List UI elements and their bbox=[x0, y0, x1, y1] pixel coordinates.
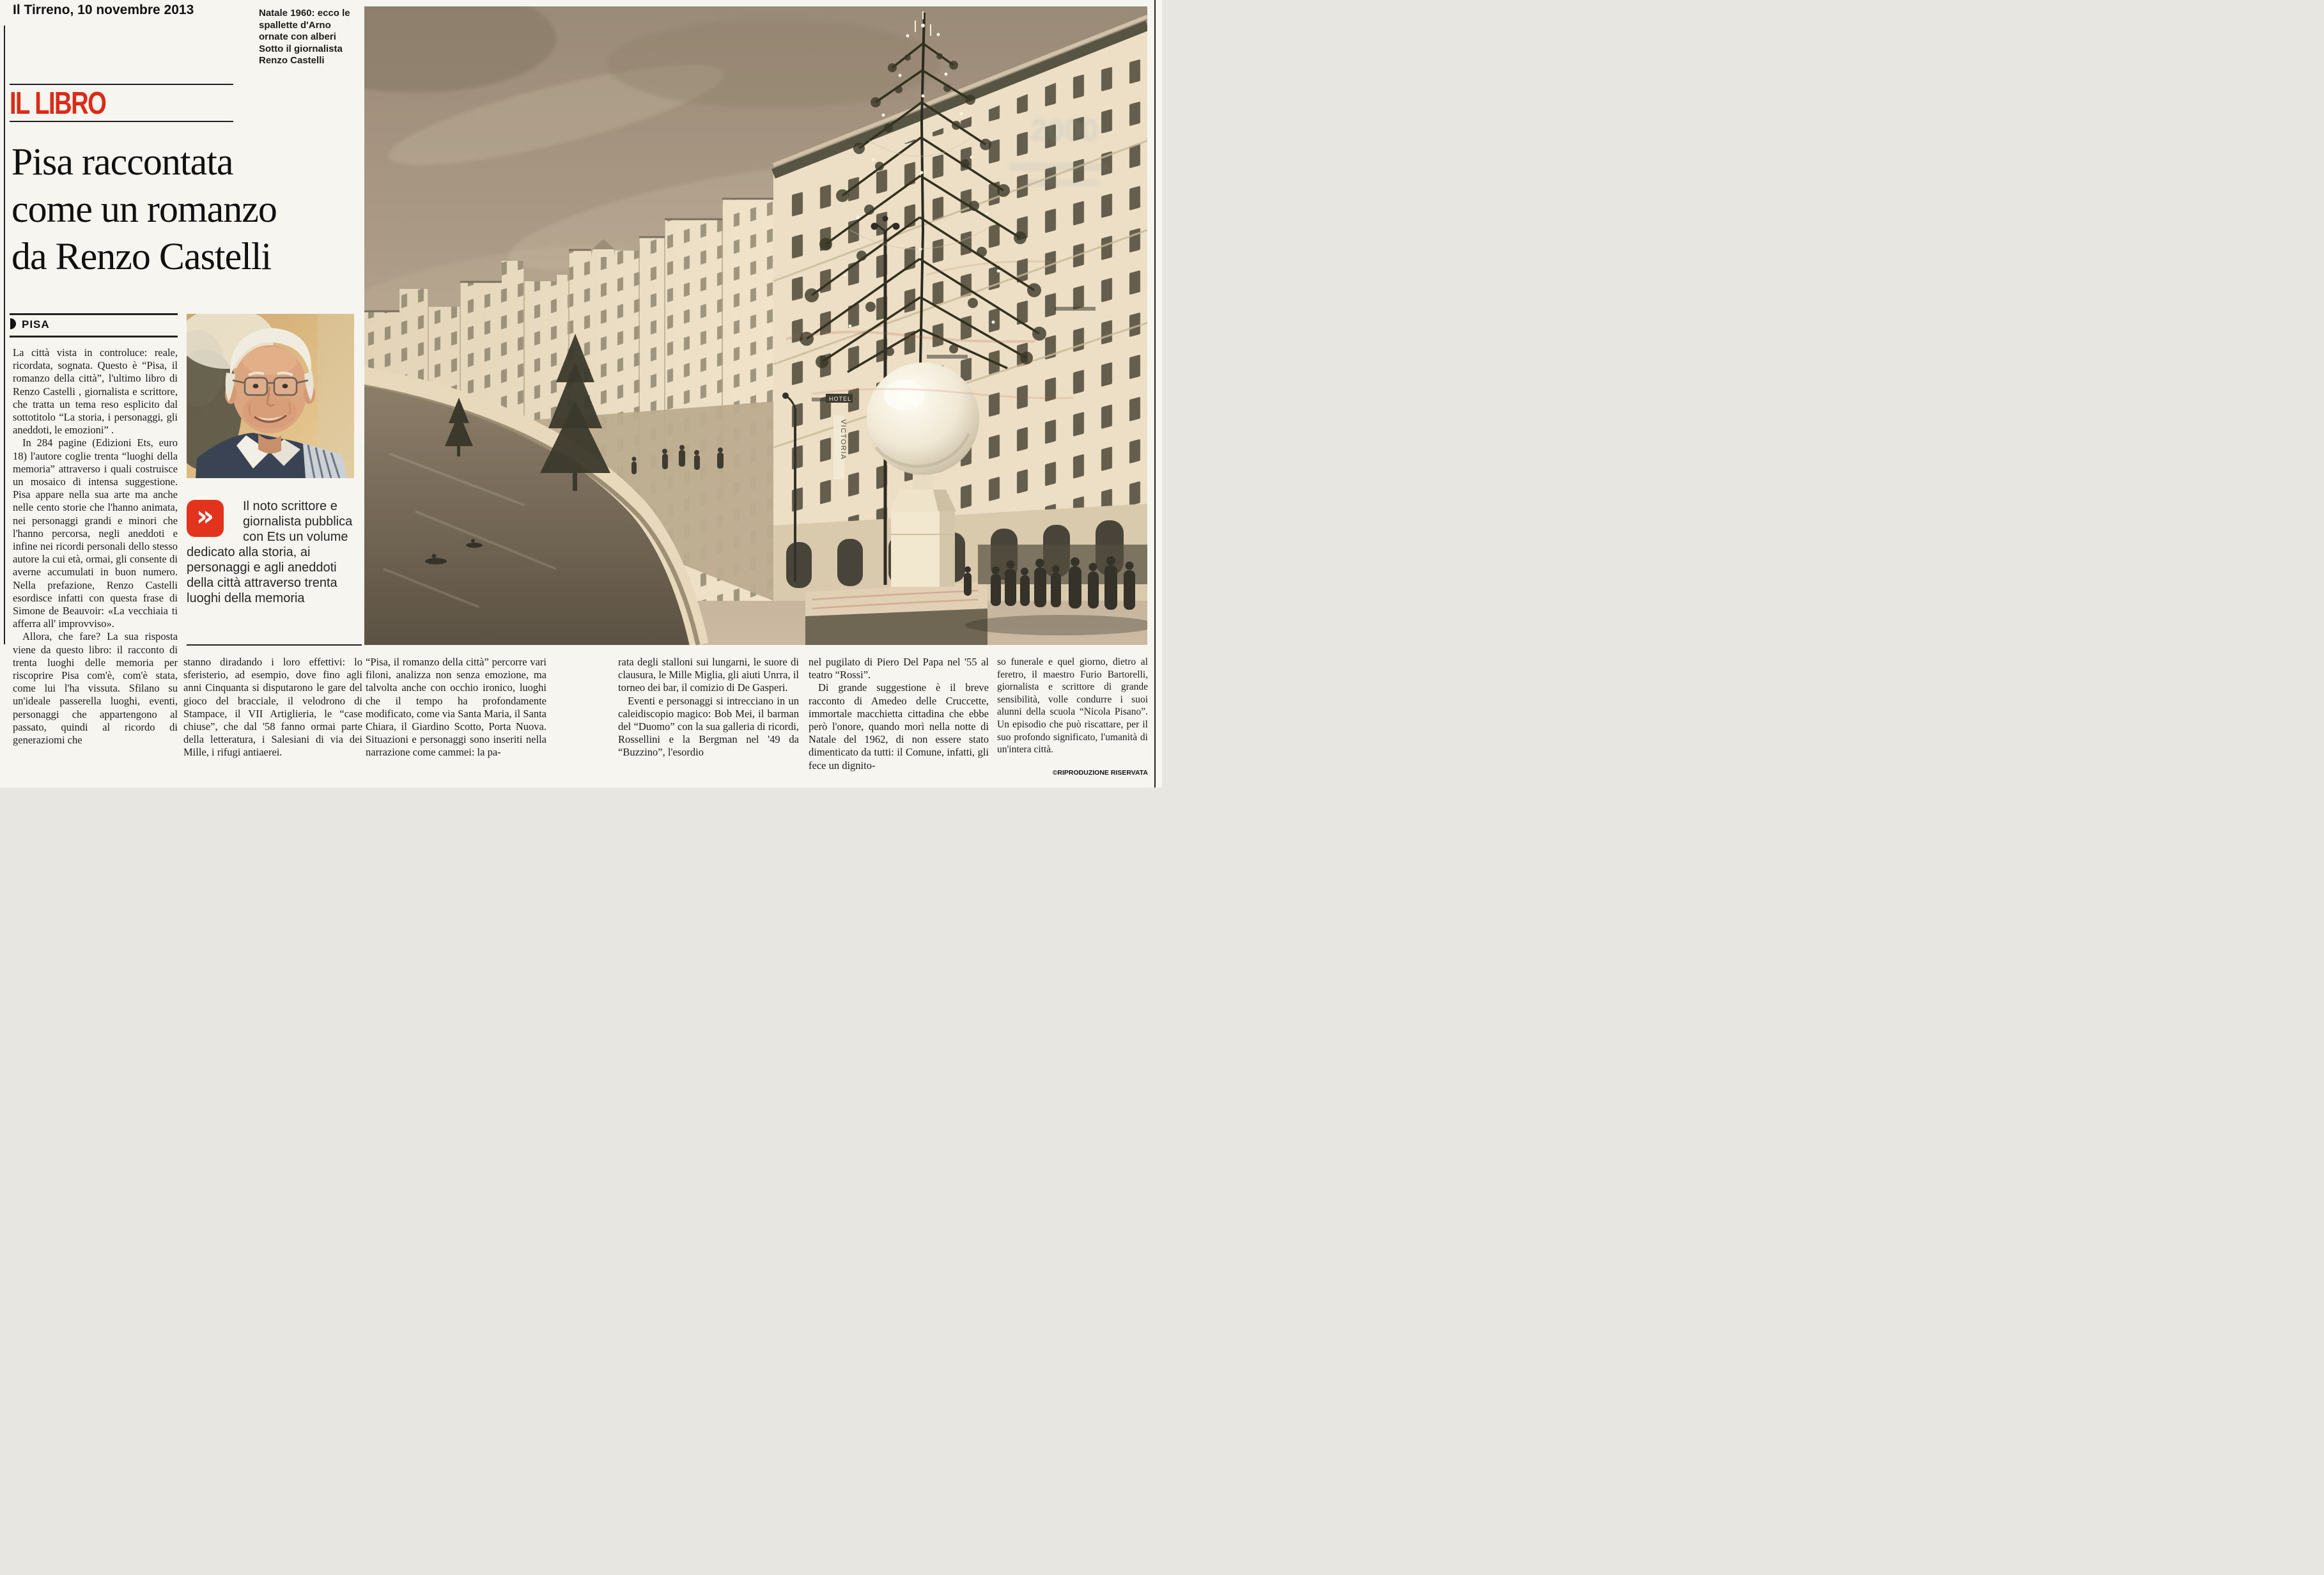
parapet-corner bbox=[805, 582, 988, 645]
article-column-1 bbox=[13, 346, 178, 788]
ghost-text: 2000 bbox=[1030, 114, 1099, 148]
right-edge-rule bbox=[1154, 0, 1156, 788]
article-column-4 bbox=[618, 656, 799, 788]
paragraph: so funerale e quel giorno, dietro al feretro, il maestro Furio Bartorelli, giornalista e scrittore di grande sensibilità, volle condurre i suoi alunni della scuola “Nicola Pisano”. Un episodio che può riscattare, per il suo profondo significato, l'umanità di un'intera città. bbox=[997, 656, 1148, 756]
hotel-sign-vertical-text: VICTORIA bbox=[839, 419, 847, 460]
kicker-label: PISA bbox=[22, 318, 50, 330]
left-edge-rule bbox=[4, 26, 5, 644]
kicker-rule-top bbox=[10, 313, 178, 315]
paragraph: stanno diradando i loro effettivi: lo sferisterio, ad esempio, dove fino agli anni Cinquanta si disputarono le gare del gioco del bracciale, il velodrono di Stampace, il VII Artiglieria, le “case chiuse”, che dal '58 fanno ormai parte della letteratura, i Salesiani di via dei Mille, i rifugi antiaerei. bbox=[183, 656, 362, 759]
newspaper-page bbox=[0, 0, 1162, 788]
side-caption-block bbox=[187, 499, 363, 606]
headline-line-2: come un romanzo bbox=[12, 188, 277, 230]
kicker-bullet-icon bbox=[10, 318, 16, 329]
side-caption-text: Il noto scrittore e giornalista pubblica con Ets un volume dedicato alla storia, ai personaggi e agli aneddoti della città attraverso trenta luoghi della memoria bbox=[187, 499, 353, 605]
paragraph: Eventi e personaggi si intrecciano in un caleidiscopio magico: Bob Mei, il barman del “Duomo” con la sua galleria di ricordi, Rossellini e la Bergman nel '49 da “Buzzino”, l'esordio bbox=[618, 694, 799, 759]
portrait-photo bbox=[187, 314, 354, 478]
portrait-illustration bbox=[187, 314, 354, 478]
article-column-3 bbox=[366, 656, 546, 788]
face-shading bbox=[243, 393, 297, 429]
section-rule-bottom bbox=[10, 121, 233, 122]
paragraph: rata degli stalloni sui lungarni, le suore di clausura, le Mille Miglia, gli aiuti Unrra, il torneo dei bar, il comizio di De Gasperi. bbox=[618, 656, 799, 694]
chevrons-glyph: » bbox=[196, 500, 215, 532]
hotel-sign-small-text: HOTEL bbox=[829, 396, 852, 402]
paragraph: “Pisa, il romanzo della città” percorre vari filoni, analizza non senza emozione, ma talvolta anche con occhio ironico, luoghi che il tempo ha profondamente modificato, come via Santa Maria, il Santa Chiara, il Giardino Scotto, Porta Nuova. Situazioni e personaggi sono inseriti nella narrazione come cammei: la pa- bbox=[366, 656, 546, 759]
eye bbox=[283, 384, 288, 389]
paragraph: In 284 pagine (Edizioni Ets, euro 18) l'autore coglie trenta “luoghi della memoria” attraverso i quali costruisce un mosaico di intensa suggestione. Pisa appare nella sua arte ma anche nelle cento storie che l'hanno animata, nei personaggi grandi e minori che l'hanno percorsa, negli aneddoti e infine nei ricordi personali dello stesso autore la cui età, ormai, gli consente di averne accumulati in buon numero. Nella prefazione, Renzo Castelli esordisce infatti con questa frase di Simone de Beauvoir: «La vecchiaia ti afferra all' improvviso». bbox=[13, 437, 178, 630]
headline-line-3: da Renzo Castelli bbox=[12, 235, 272, 277]
paragraph: nel pugilato di Piero Del Papa nel '55 al teatro “Rossi”. bbox=[809, 656, 989, 681]
eye bbox=[253, 384, 259, 389]
paragraph: La città vista in controluce: reale, ricordata, sognata. Questo è “Pisa, il romanzo della città”, l'ultimo libro di Renzo Castelli , giornalista e scrittore, che tratta un tema reso esplicito dal sottotitolo “La storia, i personaggi, gli aneddoti, le emozioni” . bbox=[13, 346, 178, 437]
lungarno-photo-illustration bbox=[364, 6, 1147, 645]
page-title bbox=[12, 138, 277, 280]
article-column-6 bbox=[997, 656, 1148, 768]
masthead: Il Tirreno, 10 novembre 2013 bbox=[13, 3, 194, 17]
paragraph: Di grande suggestione è il breve racconto di Amedeo delle Cruccette, immortale macchietta cittadina che ebbe però l'onore, quando morì nella notte di Natale del 1962, di non essere stato dimenticato da tutti: il Comune, infatti, gli fece un dignito- bbox=[809, 681, 989, 772]
article-column-5 bbox=[809, 656, 989, 788]
section-label: IL LIBRO bbox=[10, 86, 106, 121]
headline-line-1: Pisa raccontata bbox=[12, 141, 233, 183]
copyright-notice: ©RIPRODUZIONE RISERVATA bbox=[1052, 769, 1148, 777]
section-rule-top bbox=[10, 84, 233, 85]
main-photo bbox=[364, 6, 1147, 645]
forehead-highlight bbox=[243, 347, 297, 375]
kicker-rule-bottom bbox=[10, 336, 178, 338]
caption-rule bbox=[187, 644, 362, 646]
kicker bbox=[10, 318, 50, 331]
article-column-2 bbox=[183, 656, 362, 788]
photo-caption: Natale 1960: ecco le spallette d'Arno ornate con alberi Sotto il giornalista Renzo Castelli bbox=[259, 8, 350, 66]
paragraph: Allora, che fare? La sua risposta viene da questo libro: il racconto di trenta luoghi delle memoria per riscoprire Pisa com'è, com'è stata, come lui l'ha vissuta. Sfilano su un'ideale passerella luoghi, eventi, personaggi che appartengono al passato, quindi al ricordo di generaziomi che bbox=[13, 630, 178, 747]
chevrons-icon bbox=[187, 500, 224, 537]
